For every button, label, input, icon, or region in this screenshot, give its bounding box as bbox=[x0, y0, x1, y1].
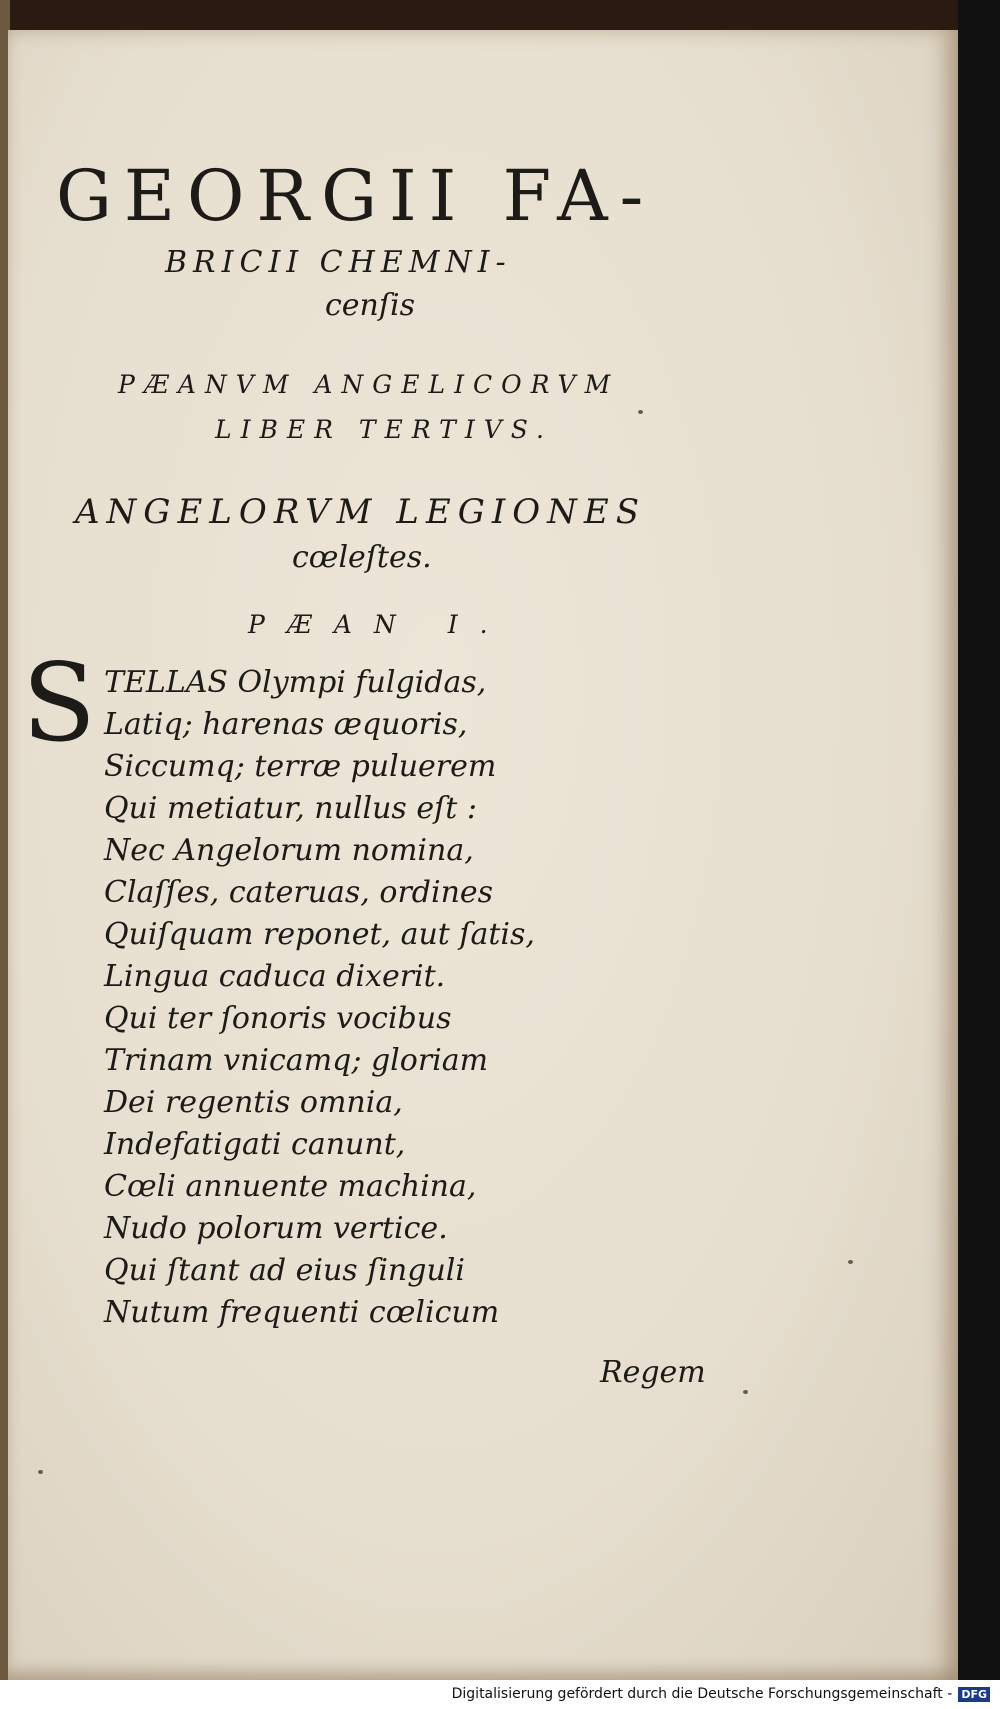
drop-cap: S bbox=[22, 641, 96, 766]
section-heading-line-2: cœleſtes. bbox=[292, 540, 432, 575]
poem-verses bbox=[104, 662, 535, 1334]
verse-line: Claſſes, cateruas, ordines bbox=[104, 875, 494, 910]
title-line-3: cenſis bbox=[325, 288, 415, 323]
dark-scan-border bbox=[958, 0, 1000, 1680]
book-title-line-2: LIBER TERTIVS. bbox=[215, 415, 553, 444]
verse-line: Nudo polorum vertice. bbox=[104, 1211, 448, 1246]
verse-line: Quiſquam reponet, aut ſatis, bbox=[104, 917, 535, 952]
verse-line: Dei regentis omnia, bbox=[104, 1085, 403, 1120]
verse-line: Nec Angelorum nomina, bbox=[104, 833, 474, 868]
verse-line: Trinam vnicamq; gloriam bbox=[104, 1043, 489, 1078]
verse-line: Qui metiatur, nullus eſt : bbox=[104, 791, 477, 826]
verse-line: TELLAS Olympi fulgidas, bbox=[104, 665, 487, 700]
title-line-1: GEORGII FA- bbox=[56, 155, 656, 237]
paper-speck bbox=[848, 1260, 853, 1264]
verse-line: Indefatigati canunt, bbox=[104, 1127, 406, 1162]
catchword: Regem bbox=[600, 1355, 706, 1390]
verse-line: Siccumq; terræ puluerem bbox=[104, 749, 497, 784]
paper-speck bbox=[38, 1470, 43, 1474]
verse-line: Nutum frequenti cœlicum bbox=[104, 1295, 500, 1330]
verse-line: Lingua caduca dixerit. bbox=[104, 959, 446, 994]
verse-line: Qui ſtant ad eius ſinguli bbox=[104, 1253, 465, 1288]
title-line-2: BRICII CHEMNI- bbox=[165, 245, 512, 280]
section-heading-line-1: ANGELORVM LEGIONES bbox=[75, 492, 647, 532]
dfg-logo: DFG bbox=[958, 1687, 990, 1702]
credit-text: Digitalisierung gefördert durch die Deutsche Forschungsgemeinschaft - bbox=[451, 1686, 953, 1702]
paean-label: PÆAN I. bbox=[248, 610, 510, 639]
verse-line: Cœli annuente machina, bbox=[104, 1169, 477, 1204]
verse-line: Latiq; harenas æquoris, bbox=[104, 707, 468, 742]
digitization-credit bbox=[452, 1686, 990, 1702]
paper-speck bbox=[638, 410, 643, 414]
paper-speck bbox=[743, 1390, 748, 1394]
book-title-line-1: PÆANVM ANGELICORVM bbox=[118, 370, 620, 399]
verse-line: Qui ter ſonoris vocibus bbox=[104, 1001, 452, 1036]
